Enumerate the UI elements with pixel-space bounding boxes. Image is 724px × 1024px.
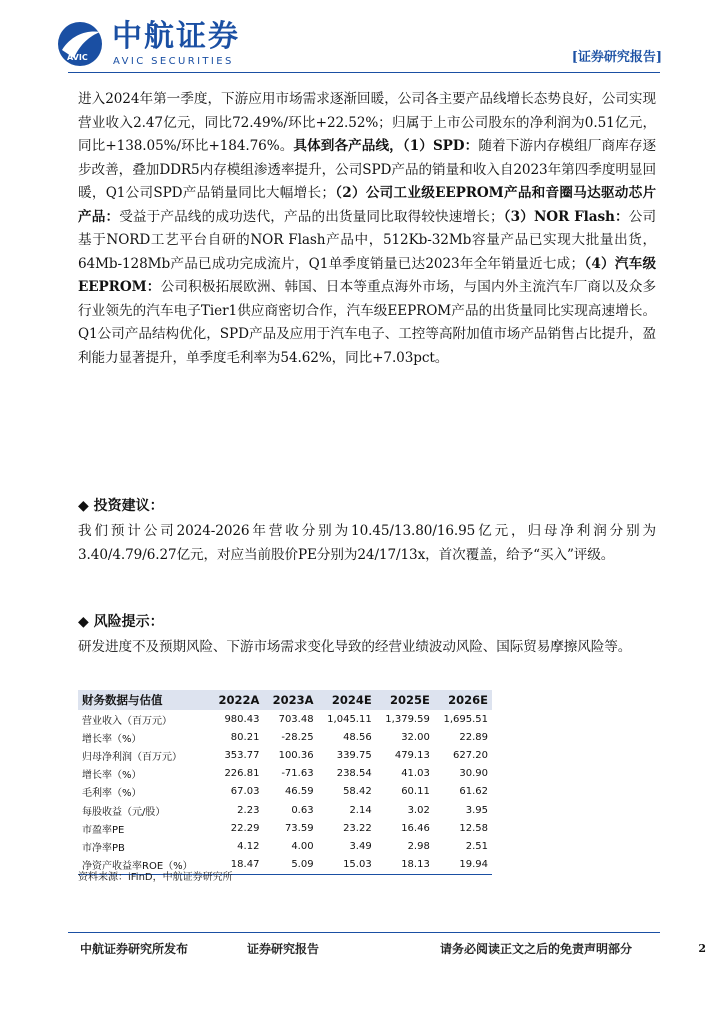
table-cell: 48.56 [343,731,372,743]
table-cell: 1,379.59 [385,713,430,725]
table-row-label: 市盈率PE [82,824,125,836]
table-cell: 353.77 [224,749,260,761]
paragraph-segment: 公司积极拓展欧洲、韩国、日本等重点海外市场，与国内外主流汽车厂商以及众多行业领先的汽车电子Tier1供应商密切合作，汽车级EEPROM产品的出货量同比实现高速增长。Q1公司产品结构优化，SPD产品及应用于汽车电子、工控等高附加值市场产品销售占比提升，盈利能力显著提升，单季度毛利率为54.62%，同比+7.03pct。 [78,279,656,366]
table-cell: 41.03 [401,768,430,780]
table-row-label: 归母净利润（百万元） [82,751,182,763]
table-row-label: 营业收入（百万元） [82,715,172,727]
table-row [78,710,492,728]
table-row-label: 净资产收益率ROE（%） [78,856,209,875]
table-header-row [78,690,492,710]
table-cell: 58.42 [343,786,372,798]
risk-warning-text: 研发进度不及预期风险、下游市场需求变化导致的经营业绩波动风险、国际贸易摩擦风险等。 [78,639,632,655]
table-cell: 19.94 [434,856,492,875]
table-cell: 2.98 [407,840,430,852]
investment-advice-text: 我们预计公司2024-2026年营收分别为10.45/13.80/16.95亿元，归母净利润分别为3.40/4.79/6.27亿元，对应当前股价PE分别为24/17/13x，首次覆盖，给予“买入”评级。 [78,523,656,563]
table-cell: 479.13 [394,749,430,761]
table-cell: 100.36 [278,749,314,761]
table-cell: 226.81 [224,768,260,780]
table-cell: 15.03 [318,856,376,875]
table-cell: 32.00 [401,731,430,743]
table-cell: 30.90 [459,768,488,780]
table-cell: 22.29 [230,822,260,834]
table-cell: 1,695.51 [443,713,488,725]
table-cell: 3.95 [465,804,488,816]
paragraph-segment: 受益于产品线的成功迭代，产品的出货量同比取得较快速增长； [119,208,504,225]
risk-warning-title: ◆ 风险提示： [78,614,164,630]
table-header-cell: 2022A [209,690,263,710]
table-cell: 703.48 [278,713,314,725]
page-footer [0,930,724,970]
table-row [78,837,492,855]
table-cell: 12.58 [459,822,488,834]
header-divider [68,72,660,73]
table-row [78,801,492,819]
table-row-label: 市净率PB [82,842,125,854]
table-cell: 67.03 [230,786,260,798]
business-summary-paragraph [78,88,656,370]
table-cell: -71.63 [281,768,314,780]
table-cell: 627.20 [453,749,488,761]
table-row-label: 每股收益（元/股） [82,806,166,818]
table-cell: 23.22 [343,822,372,834]
table-cell: 3.02 [407,804,430,816]
logo-english-name: AVIC SECURITIES [113,56,234,67]
footer-publisher: 中航证券研究所发布 [80,942,189,956]
table-cell: 80.21 [230,731,260,743]
table-header-cell: 2023A [263,690,317,710]
table-cell: 46.59 [284,786,314,798]
data-source-note: 资料来源：iFinD，中航证券研究所 [78,872,233,883]
table-row-label: 增长率（%） [82,770,142,782]
table-cell: 2.14 [349,804,372,816]
table-row [78,783,492,801]
investment-advice-title: ◆ 投资建议： [78,498,164,514]
table-cell: 4.00 [291,840,314,852]
table-header-cell: 财务数据与估值 [78,690,209,710]
paragraph-bold-segment: （2）公司工业级EEPROM产品和音圈马达驱动芯片产品： [78,185,656,225]
table-cell: 3.49 [349,840,372,852]
footer-divider [68,932,660,933]
table-cell: 339.75 [336,749,372,761]
financial-data-table [78,690,492,875]
table-cell: 22.89 [459,731,488,743]
paragraph-bold-segment: （3）NOR Flash： [503,208,629,225]
table-row [78,819,492,837]
table-row-label: 增长率（%） [82,733,142,745]
footer-report-type: 证券研究报告 [247,942,320,956]
table-cell: 5.09 [263,856,317,875]
table-cell: 980.43 [224,713,260,725]
table-cell: 73.59 [284,822,314,834]
avic-logo-icon [56,20,104,68]
paragraph-bold-segment: （4）汽车级EEPROM： [78,255,656,295]
table-header-cell: 2026E [434,690,492,710]
table-cell: 1,045.11 [327,713,372,725]
table-row [78,746,492,764]
table-cell: -28.25 [281,731,314,743]
paragraph-segment: 随着下游内存模组厂商库存逐步改善，叠加DDR5内存模组渗透率提升，公司SPD产品的销量和收入自2023年第四季度明显回暖，Q1公司SPD产品销量同比大幅增长； [78,138,656,201]
table-cell: 2.51 [465,840,488,852]
page-number: 2 [698,942,706,955]
paragraph-segment: 进入2024年第一季度，下游应用市场需求逐渐回暖，公司各主要产品线增长态势良好，公司实现营业收入2.47亿元，同比72.49%/环比+22.52%；归属于上市公司股东的净利润为0.51亿元，同比+138.05%/环比+184.76%。 [78,91,656,154]
page-header [0,0,724,76]
table-header-cell: 2024E [318,690,376,710]
svg-text:AVIC: AVIC [67,53,88,62]
paragraph-bold-segment: 具体到各产品线，（1）SPD： [293,138,479,154]
table-cell: 16.46 [401,822,430,834]
table-cell: 0.63 [291,804,314,816]
paragraph-segment: 公司基于NORD工艺平台自研的NOR Flash产品中，512Kb-32Mb容量产品已实现大批量出货，64Mb-128Mb产品已成功完成流片，Q1单季度销量已达2023年全年销量近七成； [78,208,656,272]
table-cell: 4.12 [237,840,260,852]
table-cell: 61.62 [459,786,488,798]
table-cell: 18.13 [376,856,434,875]
table-cell: 60.11 [401,786,430,798]
table-row [78,728,492,746]
logo-chinese-name: 中航证券 [112,19,240,54]
table-row-label: 毛利率（%） [82,788,142,800]
table-cell: 238.54 [336,768,372,780]
table-row [78,765,492,783]
table-header-cell: 2025E [376,690,434,710]
footer-disclaimer-note: 请务必阅读正文之后的免责声明部分 [440,942,633,956]
report-type-label: [证券研究报告] [571,50,662,65]
table-cell: 18.47 [209,856,263,875]
table-cell: 2.23 [237,804,260,816]
